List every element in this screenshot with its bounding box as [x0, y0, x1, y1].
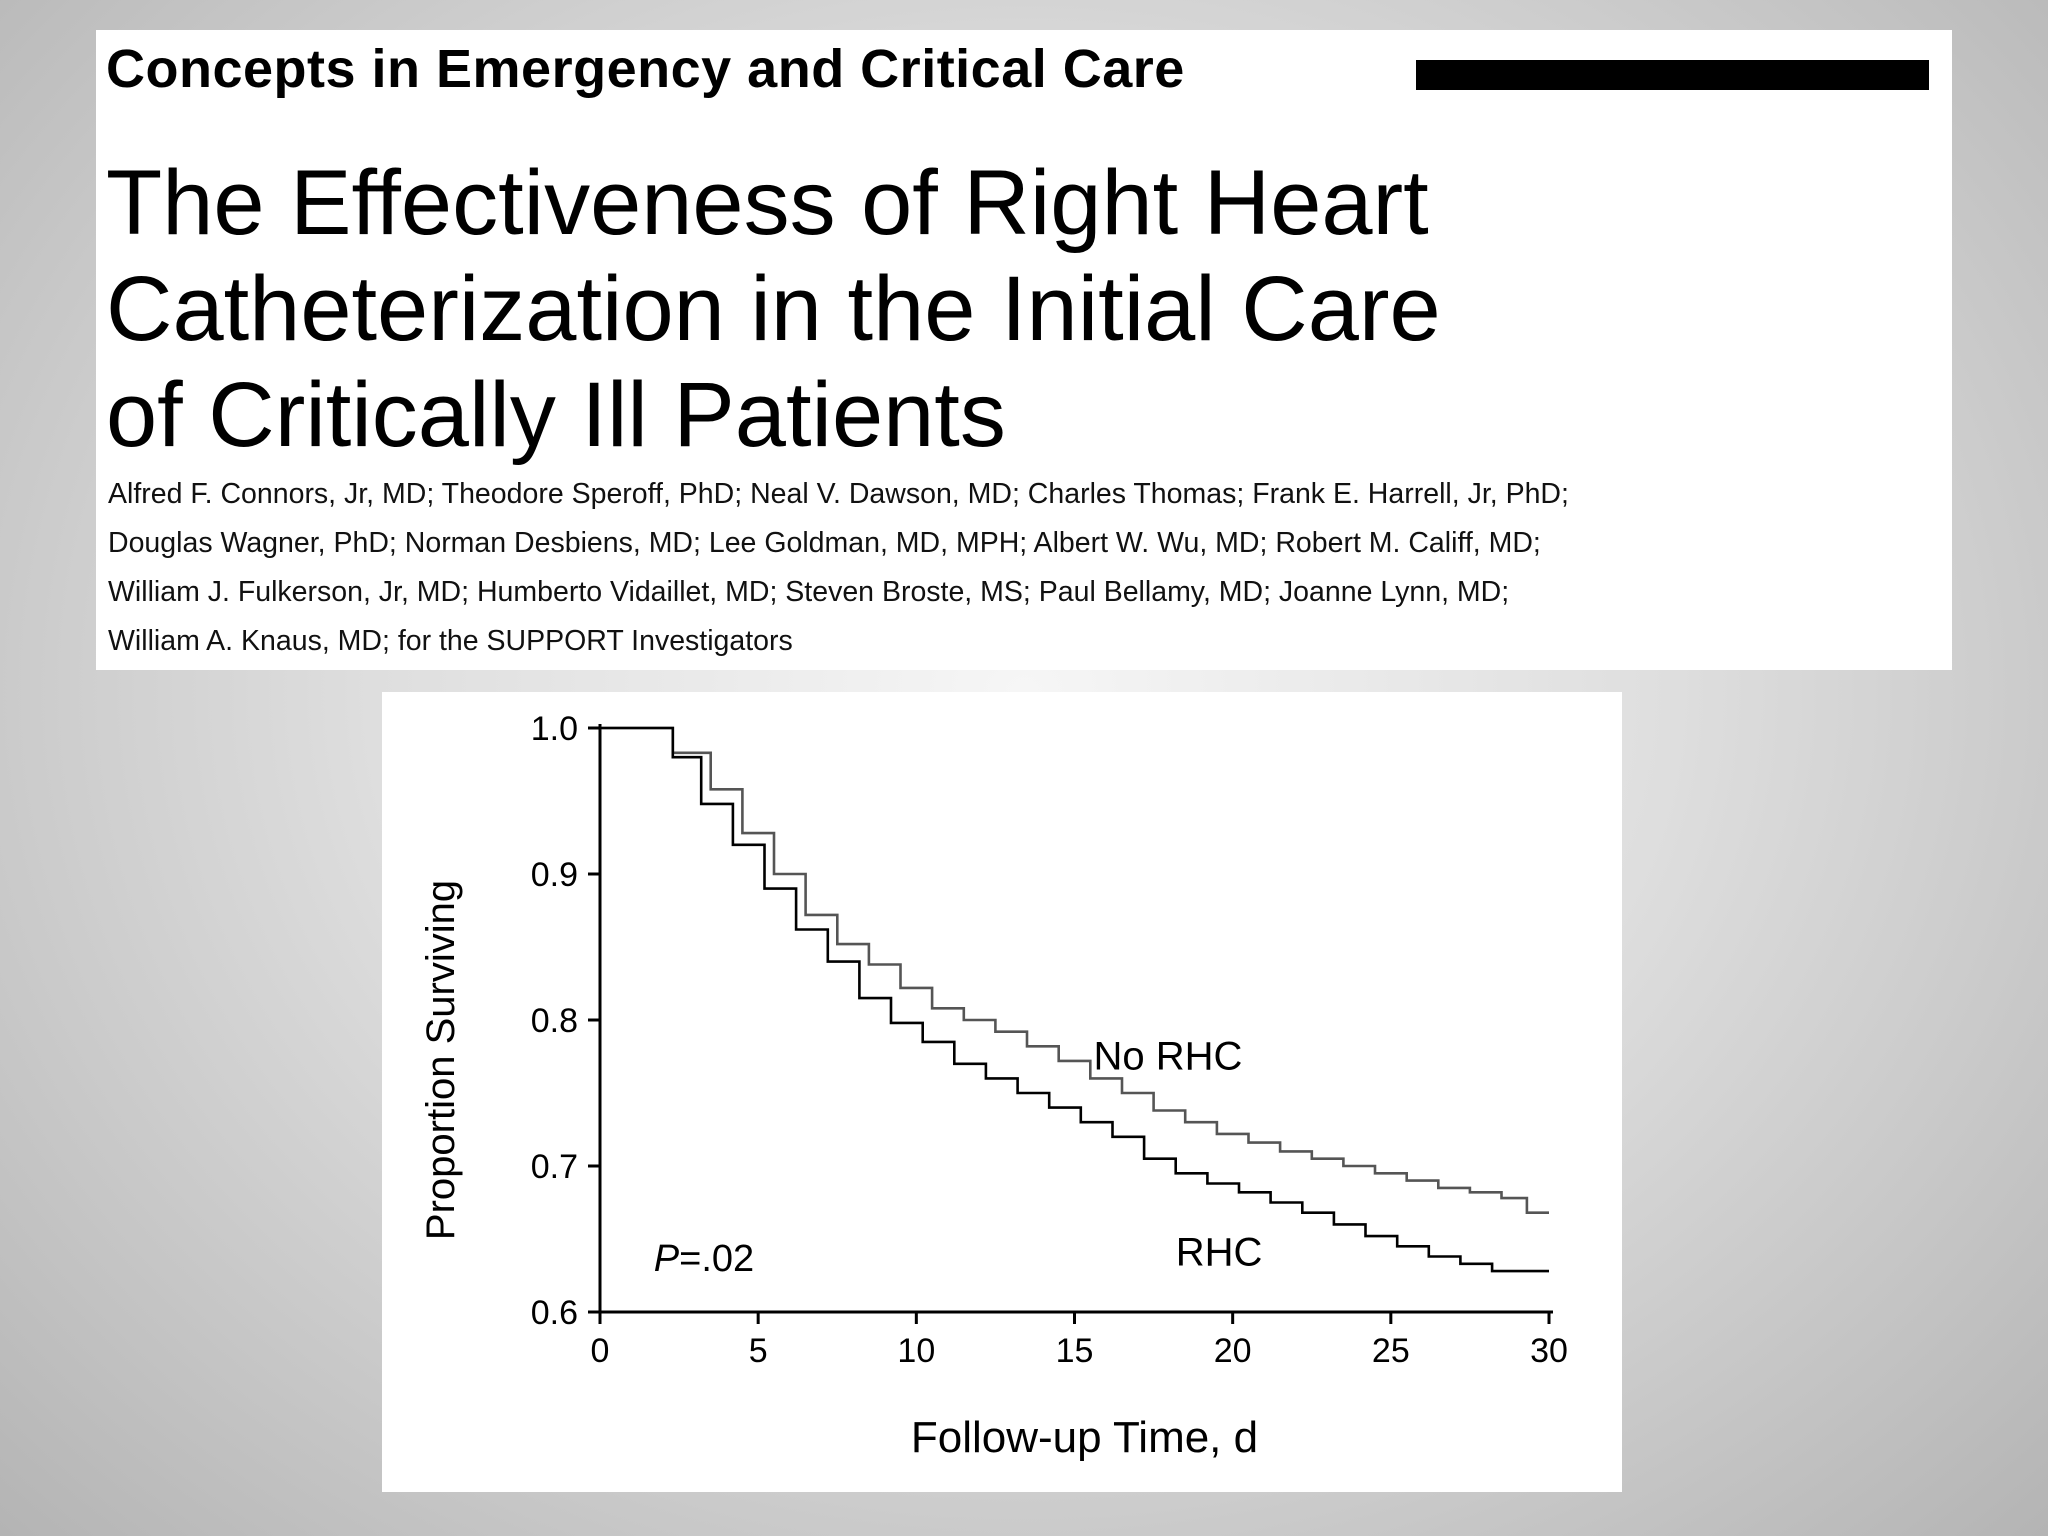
y-tick-label: 1.0	[530, 710, 578, 748]
y-axis-title: Proportion Surviving	[419, 879, 463, 1241]
chart-series	[600, 728, 1549, 1271]
article-title	[106, 150, 1806, 468]
survival-chart	[382, 692, 1622, 1492]
series-label: RHC	[1175, 1230, 1263, 1275]
x-tick-label: 0	[590, 1332, 610, 1370]
article-header-panel	[96, 30, 1952, 670]
x-tick-label: 15	[1055, 1332, 1094, 1370]
author-list	[108, 470, 1938, 666]
series-line	[600, 728, 1549, 1213]
title-line: The Effectiveness of Right Heart	[106, 152, 1429, 254]
x-tick-label: 20	[1213, 1332, 1252, 1370]
section-label: Concepts in Emergency and Critical Care	[106, 39, 1185, 99]
y-tick-label: 0.9	[530, 856, 578, 894]
chart-labels	[419, 710, 1568, 1462]
title-line: Catheterization in the Initial Care	[106, 258, 1441, 360]
x-tick-label: 10	[897, 1332, 936, 1370]
x-tick-label: 25	[1371, 1332, 1410, 1370]
x-axis-title: Follow-up Time, d	[910, 1413, 1259, 1462]
y-tick-label: 0.7	[530, 1148, 578, 1186]
series-label: No RHC	[1093, 1034, 1243, 1079]
survival-chart-panel	[382, 692, 1622, 1492]
section-rule-bar	[1416, 60, 1929, 90]
author-line: Douglas Wagner, PhD; Norman Desbiens, MD; Lee Goldman, MD, MPH; Albert W. Wu, MD; Robert M. Califf, MD;	[108, 527, 1541, 559]
author-line: Alfred F. Connors, Jr, MD; Theodore Speroff, PhD; Neal V. Dawson, MD; Charles Thomas; Frank E. Harrell, Jr, PhD;	[108, 478, 1569, 510]
p-value-annotation: P=.02	[653, 1238, 755, 1281]
x-tick-label: 5	[748, 1332, 768, 1370]
author-line: William J. Fulkerson, Jr, MD; Humberto Vidaillet, MD; Steven Broste, MS; Paul Bellamy, MD; Joanne Lynn, MD;	[108, 576, 1510, 608]
y-tick-label: 0.8	[530, 1002, 578, 1040]
title-line: of Critically Ill Patients	[106, 364, 1006, 466]
y-tick-label: 0.6	[530, 1294, 578, 1332]
x-tick-label: 30	[1530, 1332, 1568, 1370]
author-line: William A. Knaus, MD; for the SUPPORT Investigators	[108, 625, 793, 657]
